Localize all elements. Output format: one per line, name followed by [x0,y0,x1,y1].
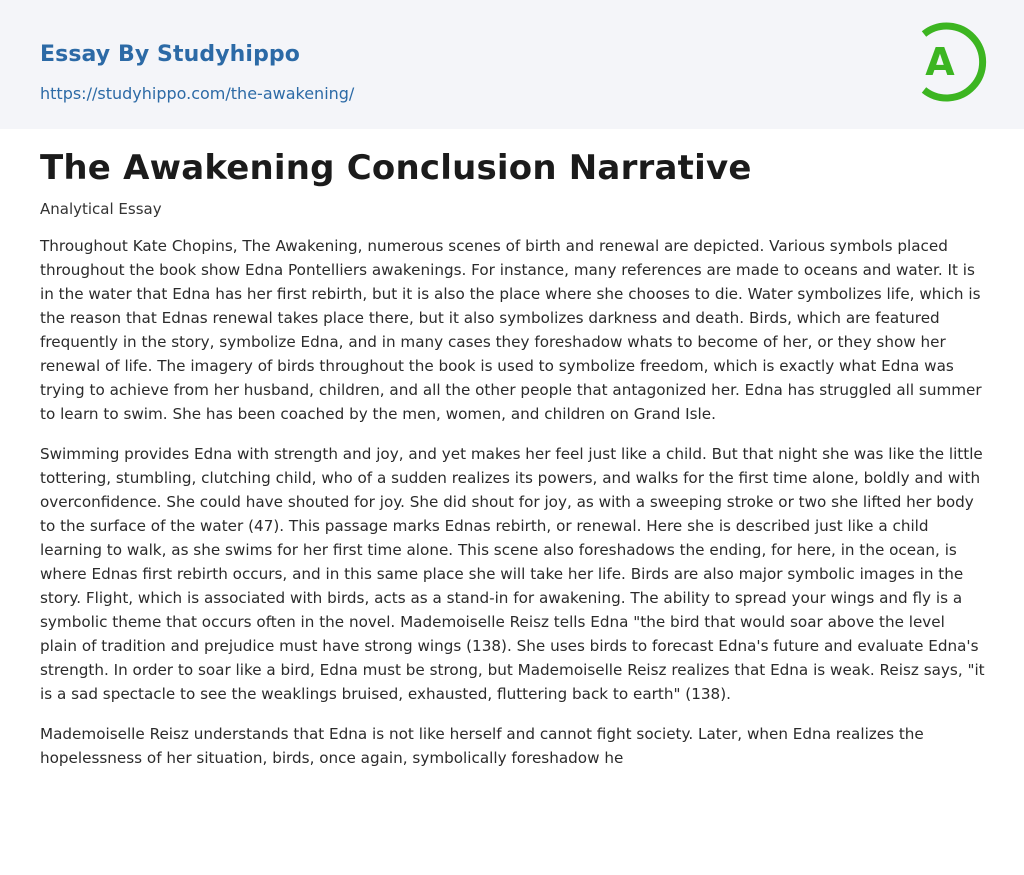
essay-type-label: Analytical Essay [40,200,162,218]
essay-paragraph-2: Swimming provides Edna with strength and joy, and yet makes her feel just like a child. But that night she was like the little tottering, stumbling, clutching child, who of a sudden realizes its powers, and walks for the first time alone, boldly and with overconfidence. She could have shouted for joy. She did shout for joy, as with a sweeping stroke or two she lifted her body to the surface of the water (47). This passage marks Ednas rebirth, or renewal. Here she is described just like a child learning to walk, as she swims for her first time alone. This scene also foreshadows the ending, for here, in the ocean, is where Ednas first rebirth occurs, and in this same place she will take her life. Birds are also major symbolic images in the story. Flight, which is associated with birds, acts as a stand-in for awakening. The ability to spread your wings and fly is a symbolic theme that occurs often in the novel. Mademoiselle Reisz tells Edna "the bird that would soar above the level plain of tradition and prejudice must have strong wings (138). She uses birds to forecast Edna's future and evaluate Edna's strength. In order to soar like a bird, Edna must be strong, but Mademoiselle Reisz realizes that Edna is weak. Reisz says, "it is a sad spectacle to see the weaklings bruised, exhausted, fluttering back to earth" (138). [40,445,985,703]
essay-url-link[interactable]: https://studyhippo.com/the-awakening/ [40,84,355,103]
essay-paragraph-1: Throughout Kate Chopins, The Awakening, numerous scenes of birth and renewal are depicted. Various symbols placed throughout the book show Edna Pontelliers awakenings. For instance, many references are made to oceans and water. It is in the water that Edna has her first rebirth, but it is also the place where she chooses to die. Water symbolizes life, which is the reason that Ednas renewal takes place there, but it also symbolizes darkness and death. Birds, which are featured frequently in the story, symbolize Edna, and in many cases they foreshadow whats to become of her, or they show her renewal of life. The imagery of birds throughout the book is used to symbolize freedom, which is exactly what Edna was trying to achieve from her husband, children, and all the other people that antagonized her. Edna has struggled all summer to learn to swim. She has been coached by the men, women, and children on Grand Isle. [40,237,982,423]
logo-letter: A [925,40,955,84]
site-header [0,0,1024,129]
essay-paragraph-3: Mademoiselle Reisz understands that Edna is not like herself and cannot fight society. Later, when Edna realizes the hopelessness of her situation, birds, once again, symbolically foreshadow he [40,725,924,767]
page-title: The Awakening Conclusion Narrative [40,148,752,188]
essay-body [40,234,986,770]
studyhippo-a-logo-icon[interactable] [912,18,988,106]
article [40,145,986,786]
site-brand[interactable]: Essay By Studyhippo [40,42,300,67]
